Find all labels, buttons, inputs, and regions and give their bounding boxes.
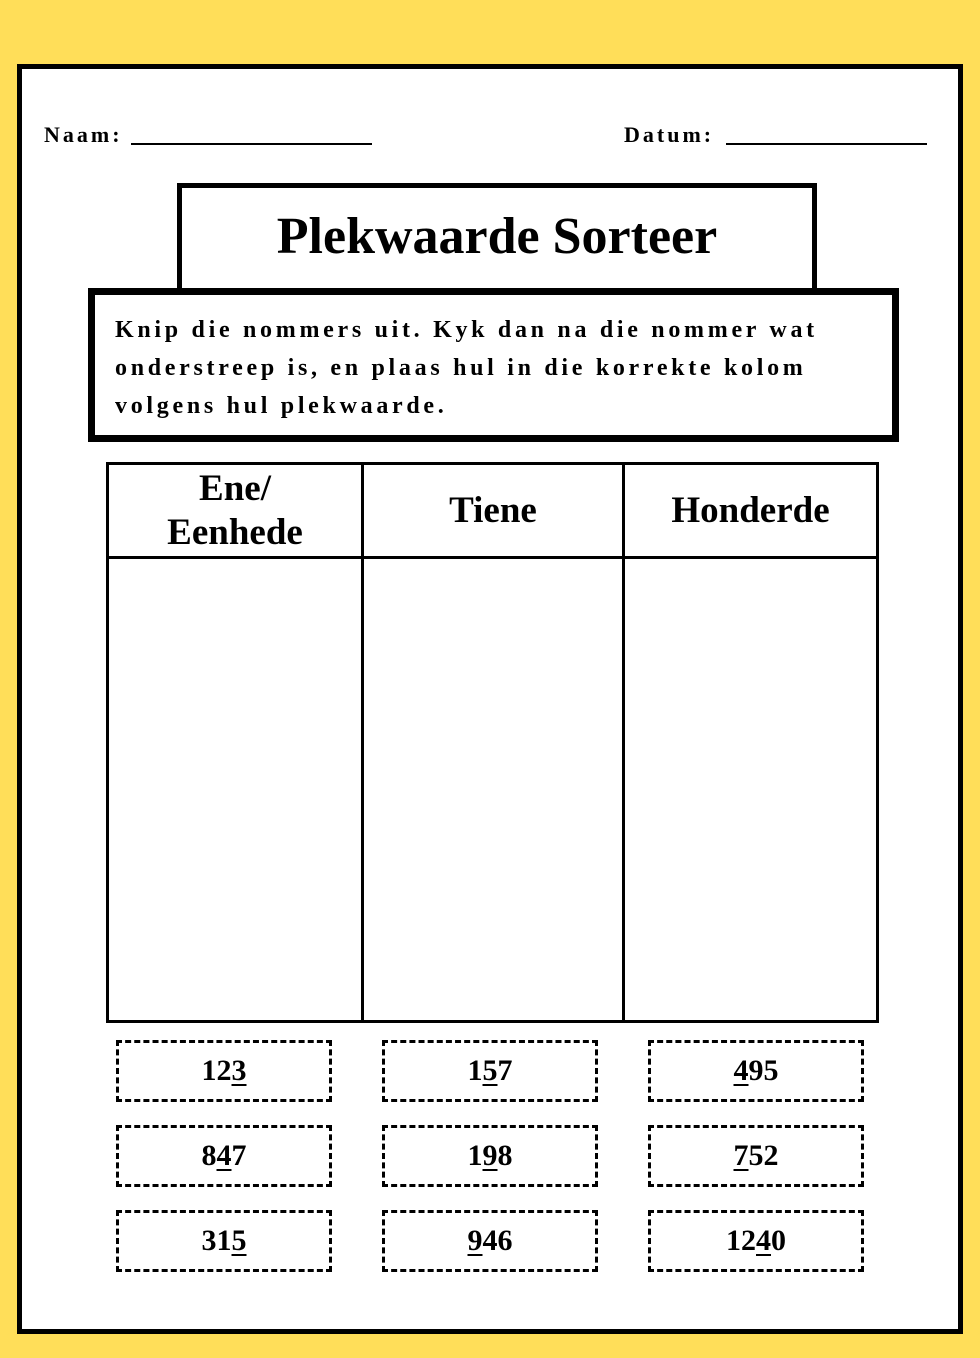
card-underlined-digit: 3 — [231, 1054, 247, 1087]
card-digits-after: 95 — [748, 1054, 779, 1087]
number-card[interactable] — [116, 1210, 332, 1272]
card-digits-before: 12 — [201, 1054, 232, 1087]
date-line — [726, 143, 927, 145]
page-title: Plekwaarde Sorteer — [276, 207, 718, 265]
number-card[interactable] — [648, 1125, 864, 1187]
card-digits-after: 7 — [231, 1139, 247, 1172]
number-card[interactable] — [116, 1040, 332, 1102]
instructions-text: Knip die nommers uit. Kyk dan na die nommer wat onderstreep is, en plaas hul in die korrekte kolom volgens hul plekwaarde. — [115, 317, 818, 419]
card-underlined-digit: 9 — [482, 1139, 498, 1172]
number-card[interactable] — [382, 1040, 598, 1102]
column-header-hundreds-label: Honderde — [671, 489, 830, 531]
card-underlined-digit: 7 — [733, 1139, 749, 1172]
name-label: Naam: — [44, 122, 123, 147]
card-digits-after: 46 — [482, 1224, 513, 1257]
card-digits-after: 0 — [771, 1224, 786, 1257]
number-card[interactable] — [382, 1125, 598, 1187]
card-digits-after: 7 — [497, 1054, 513, 1087]
date-label: Datum: — [624, 122, 715, 147]
card-digits-before: 1 — [467, 1054, 483, 1087]
tens-drop-zone[interactable] — [364, 559, 622, 1020]
column-header-tens — [364, 465, 622, 556]
card-underlined-digit: 4 — [733, 1054, 749, 1087]
card-digits-after: 52 — [748, 1139, 779, 1172]
hundreds-drop-zone[interactable] — [625, 559, 876, 1020]
column-header-hundreds — [625, 465, 876, 556]
card-digits-after: 8 — [497, 1139, 513, 1172]
column-header-ones-line1: Ene/ — [199, 467, 271, 509]
title-box — [177, 183, 817, 294]
number-card[interactable] — [648, 1040, 864, 1102]
card-underlined-digit: 4 — [216, 1139, 232, 1172]
number-card[interactable] — [116, 1125, 332, 1187]
card-digits-before: 1 — [467, 1139, 483, 1172]
card-digits-before: 12 — [726, 1224, 756, 1257]
column-header-ones-line2: Eenhede — [167, 511, 303, 553]
card-underlined-digit: 5 — [231, 1224, 247, 1257]
column-header-tens-label: Tiene — [449, 489, 537, 531]
column-header-ones — [109, 465, 361, 556]
number-card[interactable] — [382, 1210, 598, 1272]
sorting-table — [106, 462, 879, 1023]
number-card[interactable] — [648, 1210, 864, 1272]
card-digits-before: 8 — [201, 1139, 217, 1172]
ones-drop-zone[interactable] — [109, 559, 361, 1020]
card-underlined-digit: 5 — [482, 1054, 498, 1087]
name-line — [131, 143, 372, 145]
instructions-box — [88, 288, 899, 442]
card-underlined-digit: 9 — [467, 1224, 483, 1257]
card-digits-before: 31 — [201, 1224, 232, 1257]
card-underlined-digit: 4 — [756, 1224, 771, 1257]
